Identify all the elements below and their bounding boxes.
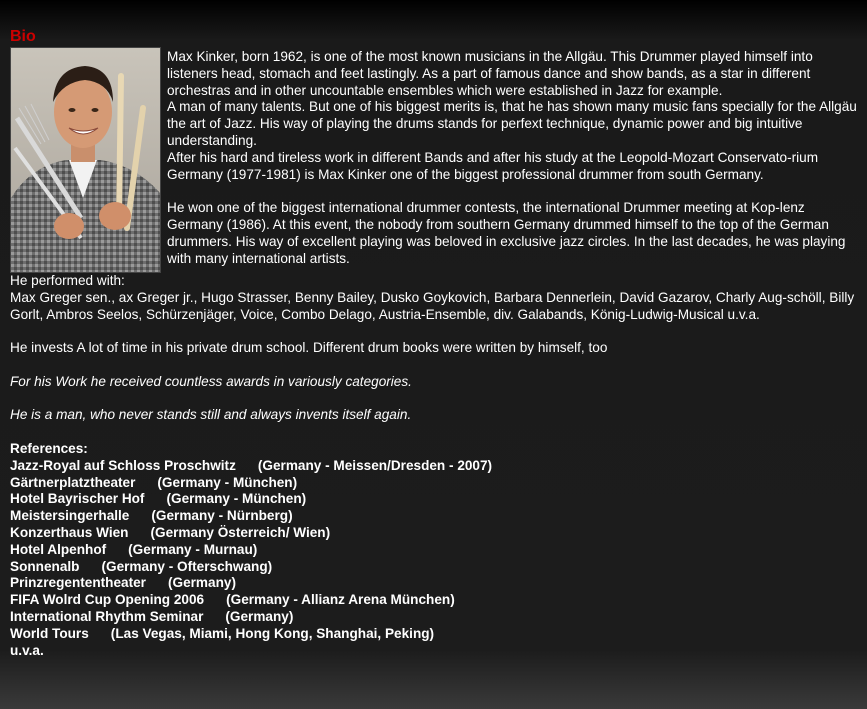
intro-section — [10, 47, 860, 273]
performed-section — [10, 273, 860, 323]
reference-row — [10, 559, 860, 576]
reference-row — [10, 626, 860, 643]
reference-venue: Gärtnerplatztheater — [10, 474, 136, 490]
intro-paragraph-4: He won one of the biggest international drummer contests, the international Drummer meeting at Kop-lenz Germany (1986). At this event, the nobody from southern Germany drummed himself to the top of the German drummers. His way of excellent playing was beloved in exclusive jazz circles. In the last decades, he was playing with many international artists. — [167, 200, 846, 266]
reference-location: (Germany) — [167, 575, 236, 591]
intro-text — [167, 47, 860, 267]
performed-label: He performed with: — [10, 273, 125, 288]
reference-row — [10, 458, 860, 475]
reference-row — [10, 525, 860, 542]
reference-location: (Germany - Meissen/Dresden - 2007) — [257, 457, 493, 473]
reference-venue: World Tours — [10, 625, 89, 641]
reference-venue: Meistersingerhalle — [10, 508, 130, 524]
reference-row — [10, 609, 860, 626]
reference-location: (Germany - Nürnberg) — [151, 508, 293, 524]
reference-venue: Sonnenalb — [10, 558, 80, 574]
reference-location: (Las Vegas, Miami, Hong Kong, Shanghai, Peking) — [110, 625, 435, 641]
reference-venue: Prinzregententheater — [10, 575, 146, 591]
bio-page — [10, 27, 860, 659]
page-title: Bio — [10, 28, 36, 45]
reference-row — [10, 491, 860, 508]
awards-text: For his Work he received countless awards in variously categories. — [10, 373, 412, 389]
performed-list: Max Greger sen., ax Greger jr., Hugo Strasser, Benny Bailey, Dusko Goykovich, Barbara Dennerlein, David Gazarov, Charly Aug-schöll, Billy Gorlt, Ambros Seelos, Schürzenjäger, Voice, Combo Delago, Austria-Ensemble, div. Galabands, König-Ludwig-Musical u.v.a. — [10, 289, 855, 322]
references-section — [10, 441, 860, 659]
reference-location: (Germany - Ofterschwang) — [101, 558, 273, 574]
reference-row — [10, 592, 860, 609]
drum-school-text: He invests A lot of time in his private drum school. Different drum books were written by himself, too — [10, 340, 608, 356]
invents-text: He is a man, who never stands still and always invents itself again. — [10, 407, 412, 423]
reference-venue: Hotel Bayrischer Hof — [10, 491, 145, 507]
reference-location: (Germany - Murnau) — [128, 541, 258, 557]
reference-venue: Konzerthaus Wien — [10, 524, 129, 540]
references-label: References: — [10, 440, 88, 456]
reference-location: (Germany - Allianz Arena München) — [226, 592, 455, 608]
reference-location: (Germany Österreich/ Wien) — [150, 524, 331, 540]
reference-location: (Germany - München) — [157, 474, 298, 490]
intro-paragraph-2: A man of many talents. But one of his biggest merits is, that he has shown many music fans specially for the Allgäu the art of Jazz. His way of playing the drums stands for perfext technique, dynamic power and big intuitive understanding. — [167, 99, 857, 148]
reference-row — [10, 508, 860, 525]
portrait-photo — [10, 47, 161, 273]
reference-location: (Germany - München) — [166, 491, 307, 507]
reference-venue: Hotel Alpenhof — [10, 541, 107, 557]
reference-row — [10, 575, 860, 592]
reference-venue: FIFA Wolrd Cup Opening 2006 — [10, 592, 205, 608]
intro-paragraph-3: After his hard and tireless work in different Bands and after his study at the Leopold-Mozart Conservato-rium Germany (1977-1981) is Max Kinker one of the biggest professional drummer from south Germany. — [167, 149, 819, 182]
references-end: u.v.a. — [10, 642, 44, 658]
reference-row — [10, 542, 860, 559]
reference-venue: Jazz-Royal auf Schloss Proschwitz — [10, 457, 236, 473]
reference-location: (Germany) — [225, 608, 294, 624]
intro-paragraph-1: Max Kinker, born 1962, is one of the most known musicians in the Allgäu. This Drummer played himself into listeners head, stomach and feet lastingly. As a part of famous dance and show bands, as a star in different orchestras and in other uncountable ensembles which were established in Jazz for example. — [167, 49, 813, 98]
reference-venue: International Rhythm Seminar — [10, 608, 204, 624]
reference-row — [10, 475, 860, 492]
